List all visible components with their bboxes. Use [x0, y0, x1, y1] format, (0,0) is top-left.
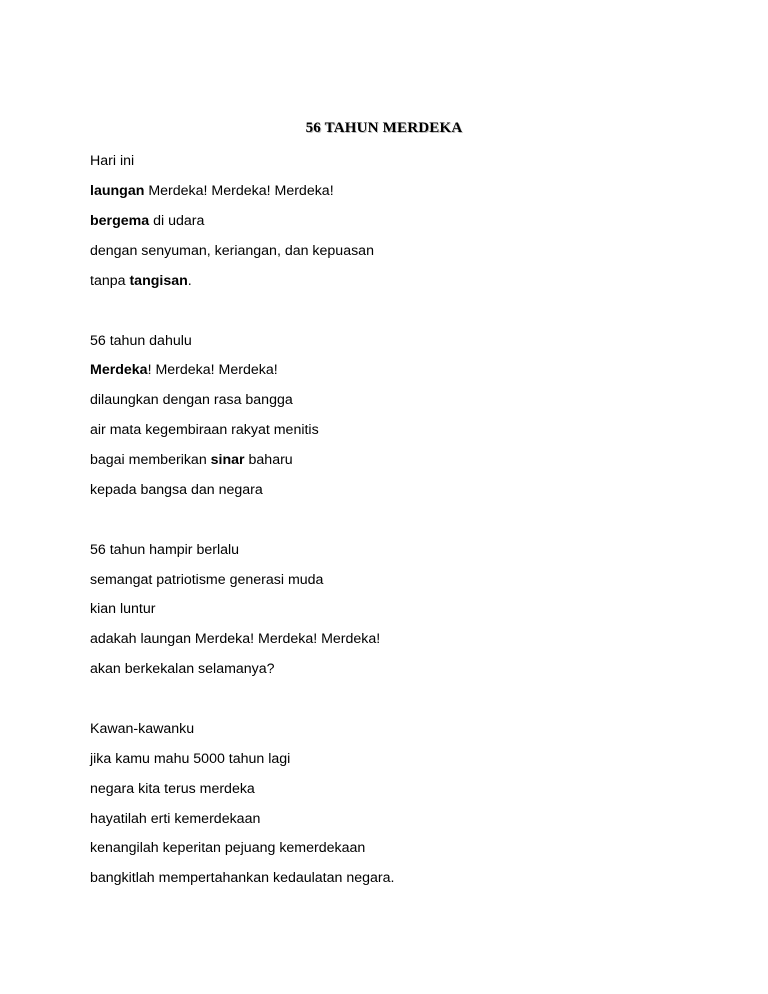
poem-line: kenangilah keperitan pejuang kemerdekaan: [90, 840, 366, 856]
poem-line: 56 tahun hampir berlalu: [90, 542, 240, 558]
poem-line: 56 tahun dahulu: [90, 333, 192, 349]
poem-title: 56 TAHUN MERDEKA: [305, 120, 463, 136]
poem-line: bergema di udara: [90, 213, 205, 229]
poem-line: tanpa tangisan.: [90, 273, 192, 289]
poem-line: Kawan-kawanku: [90, 721, 195, 737]
poem-line: Merdeka! Merdeka! Merdeka!: [90, 362, 278, 378]
poem-line: air mata kegembiraan rakyat menitis: [90, 422, 319, 438]
poem-line: kian luntur: [90, 601, 156, 617]
poem-line: akan berkekalan selamanya?: [90, 661, 275, 677]
poem-line: adakah laungan Merdeka! Merdeka! Merdeka!: [90, 631, 381, 647]
poem-line: laungan Merdeka! Merdeka! Merdeka!: [90, 183, 334, 199]
poem-line: negara kita terus merdeka: [90, 781, 255, 797]
poem-line: bangkitlah mempertahankan kedaulatan negara.: [90, 870, 395, 886]
poem-line: semangat patriotisme generasi muda: [90, 572, 324, 588]
poem-line: dengan senyuman, keriangan, dan kepuasan: [90, 243, 374, 259]
poem-line: Hari ini: [90, 153, 135, 169]
poem-line: bagai memberikan sinar baharu: [90, 452, 293, 468]
poem-line: dilaungkan dengan rasa bangga: [90, 392, 293, 408]
poem-line: kepada bangsa dan negara: [90, 482, 263, 498]
poem-line: hayatilah erti kemerdekaan: [90, 811, 261, 827]
poem-line: jika kamu mahu 5000 tahun lagi: [90, 751, 291, 767]
